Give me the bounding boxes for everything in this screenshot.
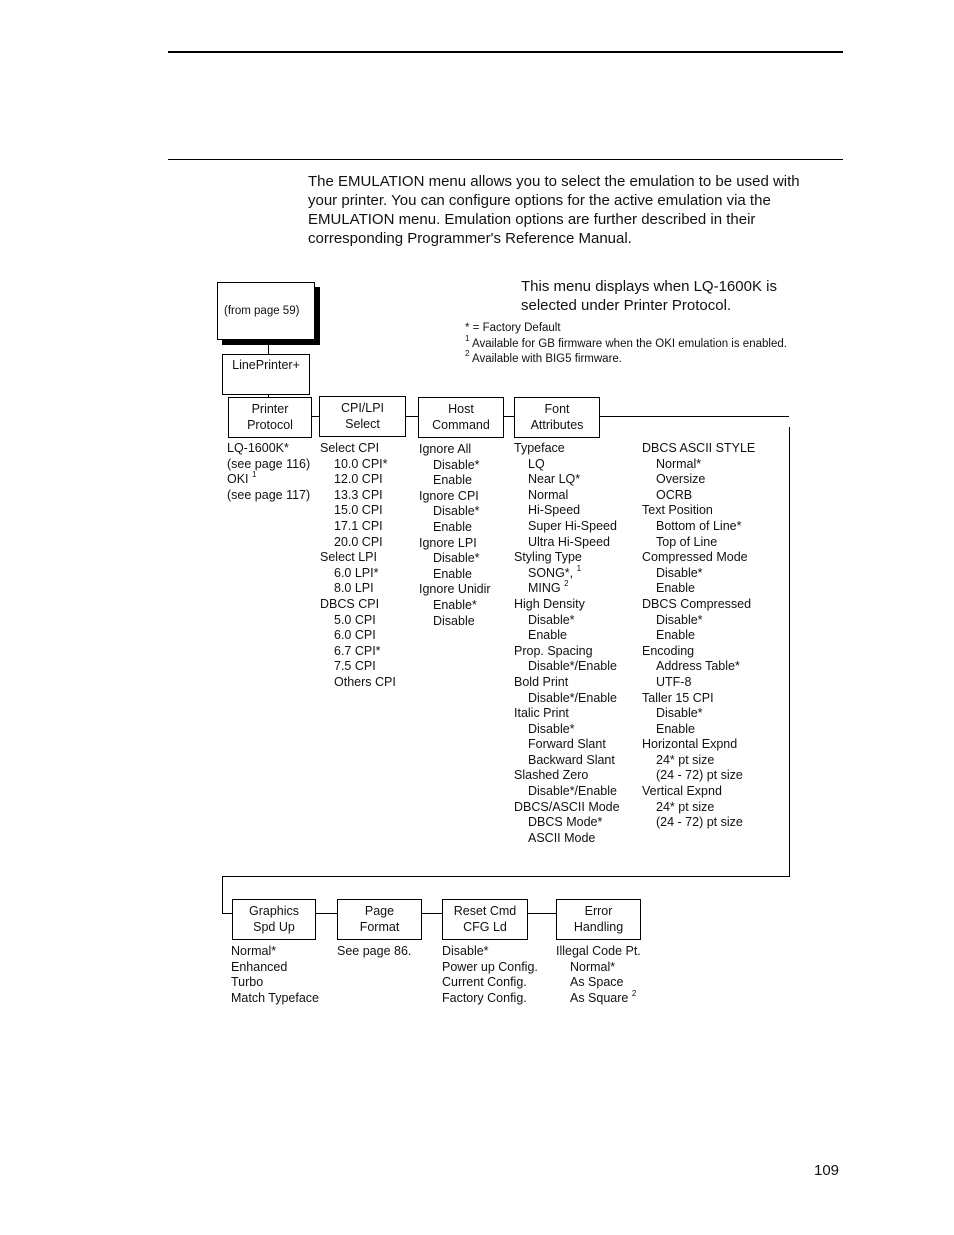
menu-option [642, 566, 755, 582]
menu-option-text: 12.0 CPI [334, 472, 383, 487]
menu-option-text: Vertical Expnd [642, 784, 722, 799]
menu-option-text: 10.0 CPI* [334, 456, 388, 471]
menu-option-text: OKI [227, 472, 249, 487]
menu-option-text: Disable*/Enable [528, 659, 617, 674]
menu-option [514, 441, 620, 457]
menu-option-text: Enable [433, 473, 472, 488]
menu-option-text: Horizontal Expnd [642, 737, 738, 752]
menu-option-text: (see page 117) [227, 487, 311, 502]
menu-option-text: Enable [656, 628, 695, 643]
menu-option [642, 613, 755, 629]
menu-option [320, 457, 396, 473]
menu-option [514, 675, 620, 691]
menu-option [514, 581, 620, 597]
graphics-spd-up-box [232, 899, 316, 940]
section-rule [168, 159, 843, 160]
menu-option [642, 535, 755, 551]
menu-option [514, 768, 620, 784]
menu-option [556, 975, 641, 991]
menu-option [320, 519, 396, 535]
menu-option-text: DBCS CPI [320, 596, 380, 611]
menu-option-text: DBCS ASCII STYLE [642, 441, 756, 455]
menu-option-text: Text Position [642, 503, 713, 518]
menu-option-text: Disable* [528, 721, 575, 736]
menu-option-text: LQ [528, 456, 545, 471]
menu-option [320, 535, 396, 551]
menu-option-text: Bottom of Line* [656, 518, 742, 533]
menu-option [514, 519, 620, 535]
menu-option-text: See page 86. [337, 944, 412, 958]
menu-option [642, 628, 755, 644]
menu-option-text: Address Table* [656, 659, 740, 674]
menu-option-text: UTF-8 [656, 674, 692, 689]
menu-option-text: DBCS Compressed [642, 596, 752, 611]
menu-option [514, 644, 620, 660]
menu-option [642, 706, 755, 722]
menu-option-text: DBCS/ASCII Mode [514, 799, 620, 814]
menu-option [320, 675, 396, 691]
footnote-marker: 2 [631, 988, 637, 998]
font-attributes-options-continued [642, 441, 755, 831]
origin-label: (from page 59) [224, 305, 300, 317]
menu-option-text: High Density [514, 596, 585, 611]
menu-option-text: Disable* [528, 612, 575, 627]
menu-option-text: Enable* [433, 597, 477, 612]
connector-origin-root [268, 340, 269, 354]
menu-option-text: LQ-1600K* [227, 441, 289, 455]
menu-option-text: 6.0 CPI [334, 628, 376, 643]
menu-option [642, 675, 755, 691]
menu-option [642, 659, 755, 675]
menu-option [419, 458, 491, 474]
menu-option-text: (24 - 72) pt size [656, 768, 743, 783]
menu-option-text: 5.0 CPI [334, 612, 376, 627]
menu-option-text: Disable* [656, 612, 703, 627]
menu-option [337, 944, 411, 960]
menu-option [320, 488, 396, 504]
menu-option [514, 488, 620, 504]
menu-option [231, 944, 319, 960]
menu-option-text: (24 - 72) pt size [656, 815, 743, 830]
menu-option [320, 550, 396, 566]
menu-option [514, 613, 620, 629]
footnote-marker: 2 [564, 579, 569, 589]
menu-option [642, 488, 755, 504]
menu-option-text: Power up Config. [442, 959, 538, 974]
menu-option-text: Super Hi-Speed [528, 518, 617, 533]
menu-option [419, 520, 491, 536]
font-attributes-options [514, 441, 620, 846]
menu-option [514, 550, 620, 566]
menu-option-text: Normal* [231, 944, 277, 958]
origin-box [217, 282, 315, 340]
menu-option-text: Italic Print [514, 706, 569, 721]
menu-option-text: Enable [656, 581, 695, 596]
menu-option [556, 960, 641, 976]
menu-option [231, 960, 319, 976]
error-handling-options [556, 944, 641, 1006]
reset-cmd-label: Reset Cmd CFG Ld [453, 904, 517, 934]
menu-option [642, 737, 755, 753]
menu-option [419, 614, 491, 630]
menu-option-text: Encoding [642, 643, 695, 658]
menu-option [442, 991, 538, 1007]
menu-option [642, 753, 755, 769]
intro-paragraph [308, 172, 828, 248]
menu-option-text: Factory Config. [442, 990, 527, 1005]
footnote-1-text: Available for GB firmware when the OKI emulation is enabled. [472, 337, 787, 350]
menu-option-text: Styling Type [514, 550, 582, 565]
menu-option-text: Current Config. [442, 975, 527, 990]
legend-footnote-2 [465, 349, 787, 368]
menu-option [419, 582, 491, 598]
root-label: LinePrinter+ [232, 358, 300, 372]
menu-option-text: Disable* [433, 551, 480, 566]
top-rule [168, 51, 843, 53]
printer-protocol-label: Printer Protocol [247, 402, 293, 432]
font-attributes-label: Font Attributes [530, 402, 584, 432]
menu-option [320, 581, 396, 597]
menu-option [320, 566, 396, 582]
menu-option-text: Ignore Unidir [419, 582, 491, 597]
menu-option [320, 659, 396, 675]
connector-left-drop [222, 876, 223, 914]
menu-option [514, 831, 620, 847]
reset-cmd-options [442, 944, 538, 1006]
menu-option [642, 597, 755, 613]
menu-option-text: Enable [433, 519, 472, 534]
menu-option [231, 975, 319, 991]
footnote-1-mark: 1 [465, 333, 470, 343]
menu-option-text: Enhanced [231, 959, 288, 974]
menu-note: This menu displays when LQ-1600K is selected under Printer Protocol. [521, 278, 777, 314]
menu-option [514, 753, 620, 769]
menu-option-text: Disable* [433, 457, 480, 472]
menu-option-text: 24* pt size [656, 752, 715, 767]
menu-option-text: Others CPI [334, 674, 396, 689]
footnote-2-text: Available with BIG5 firmware. [472, 353, 622, 365]
menu-option [419, 489, 491, 505]
page-format-box [337, 899, 422, 940]
menu-option [514, 737, 620, 753]
menu-option-text: Enable [433, 566, 472, 581]
menu-option [320, 472, 396, 488]
menu-option-text: Ignore CPI [419, 488, 479, 503]
host-command-box [418, 397, 504, 438]
legend-factory-default: * = Factory Default [465, 322, 561, 334]
menu-option-text: Forward Slant [528, 737, 606, 752]
menu-option-text: SONG*, [528, 565, 574, 580]
menu-option-text: Illegal Code Pt. [556, 944, 641, 958]
menu-option [514, 659, 620, 675]
graphics-spd-up-options [231, 944, 319, 1006]
menu-option [642, 519, 755, 535]
menu-option-text: Prop. Spacing [514, 643, 593, 658]
page-format-label: Page Format [359, 904, 400, 934]
menu-option [642, 472, 755, 488]
menu-option-text: Normal* [570, 959, 616, 974]
cpi-lpi-options [320, 441, 396, 691]
menu-option [642, 768, 755, 784]
cpi-lpi-select-label: CPI/LPI Select [340, 401, 385, 431]
menu-option-text: Taller 15 CPI [642, 690, 714, 705]
font-attributes-box [514, 397, 600, 438]
menu-option [514, 457, 620, 473]
menu-option-text: Disable* [656, 706, 703, 721]
menu-option-text: (see page 116) [227, 456, 311, 471]
error-handling-label: Error Handling [573, 904, 624, 934]
menu-option [320, 503, 396, 519]
menu-option-text: Near LQ* [528, 472, 581, 487]
page-format-options [337, 944, 411, 960]
menu-option [514, 472, 620, 488]
menu-option-text: Ignore All [419, 442, 472, 456]
menu-option [419, 442, 491, 458]
menu-option [320, 441, 396, 457]
menu-option [419, 504, 491, 520]
menu-option [514, 815, 620, 831]
menu-option [514, 784, 620, 800]
menu-option-text: Normal [528, 487, 569, 502]
page-number: 109 [814, 1162, 840, 1179]
menu-option [556, 988, 641, 1007]
menu-option [642, 722, 755, 738]
menu-option [642, 800, 755, 816]
menu-option [642, 441, 755, 457]
menu-option-text: Match Typeface [231, 990, 320, 1005]
reset-cmd-box [442, 899, 528, 940]
menu-option [642, 550, 755, 566]
menu-option [231, 991, 319, 1007]
menu-option-text: 13.3 CPI [334, 487, 383, 502]
menu-option [514, 800, 620, 816]
menu-option [227, 441, 310, 457]
menu-option-text: Compressed Mode [642, 550, 748, 565]
menu-option-text: Normal* [656, 456, 702, 471]
menu-option [320, 628, 396, 644]
menu-option-text: Hi-Speed [528, 503, 581, 518]
menu-option [442, 960, 538, 976]
footnote-marker: 1 [252, 470, 257, 480]
menu-option-text: Enable [656, 721, 695, 736]
menu-option-text: Slashed Zero [514, 768, 589, 783]
menu-option-text: OCRB [656, 487, 693, 502]
menu-option [556, 944, 641, 960]
menu-option [642, 644, 755, 660]
menu-option [514, 503, 620, 519]
printer-protocol-options [227, 441, 310, 503]
menu-option [514, 691, 620, 707]
graphics-spd-up-label: Graphics Spd Up [248, 904, 300, 934]
cpi-lpi-select-box [319, 396, 406, 437]
legend [465, 321, 787, 368]
menu-option-text: 6.7 CPI* [334, 643, 381, 658]
menu-option-text: Backward Slant [528, 752, 615, 767]
menu-option-text: 7.5 CPI [334, 659, 376, 674]
legend-footnote-1 [465, 333, 787, 353]
menu-option [419, 567, 491, 583]
menu-option-text: Enable [528, 628, 567, 643]
menu-option-text: 8.0 LPI [334, 581, 374, 596]
menu-option-text: Disable*/Enable [528, 690, 617, 705]
menu-option-text: 20.0 CPI [334, 534, 383, 549]
menu-option [419, 473, 491, 489]
menu-option [419, 551, 491, 567]
menu-option [442, 975, 538, 991]
menu-option-text: Turbo [231, 975, 264, 990]
menu-option-text: MING [528, 581, 561, 596]
menu-option [642, 503, 755, 519]
intro-text: The EMULATION menu allows you to select the emulation to be used with your printer. You can configure options for the active emulation via the EMULATION menu. Emulation options are further described in their corresponding Programmer's Reference Manual. [308, 173, 800, 247]
menu-option [227, 457, 310, 473]
menu-option [642, 784, 755, 800]
menu-option [514, 722, 620, 738]
error-handling-box [556, 899, 641, 940]
printer-protocol-box [228, 397, 312, 438]
menu-option-text: Top of Line [656, 534, 718, 549]
footnote-marker: 1 [576, 563, 582, 573]
menu-option [419, 598, 491, 614]
menu-option-text: Disable* [433, 504, 480, 519]
menu-option-text: ASCII Mode [528, 830, 596, 845]
host-command-label: Host Command [432, 402, 490, 432]
menu-option [642, 581, 755, 597]
menu-option-text: Select LPI [320, 550, 377, 565]
menu-option [320, 597, 396, 613]
host-command-options [419, 442, 491, 629]
menu-option [514, 706, 620, 722]
menu-option-text: Disable* [442, 944, 489, 958]
menu-option-text: Typeface [514, 441, 565, 455]
menu-option-text: Disable* [656, 565, 703, 580]
menu-option-text: Select CPI [320, 441, 380, 455]
menu-option [227, 488, 310, 504]
menu-option-text: Ultra Hi-Speed [528, 534, 610, 549]
menu-option [514, 597, 620, 613]
root-box [222, 354, 310, 395]
menu-option [227, 472, 310, 488]
menu-option-text: 15.0 CPI [334, 503, 383, 518]
footnote-2-mark: 2 [465, 349, 470, 359]
connector-right-riser [789, 427, 790, 877]
menu-option-text: Disable*/Enable [528, 784, 617, 799]
menu-option-text: DBCS Mode* [528, 815, 603, 830]
menu-option [642, 815, 755, 831]
menu-option [514, 535, 620, 551]
menu-option-text: Disable [433, 613, 475, 628]
menu-option [419, 536, 491, 552]
menu-option-text: 24* pt size [656, 799, 715, 814]
menu-option-text: Ignore LPI [419, 535, 477, 550]
menu-option [514, 628, 620, 644]
menu-option-text: Bold Print [514, 674, 569, 689]
menu-option-text: As Space [570, 975, 624, 990]
connector-return-row [222, 876, 790, 877]
menu-option [642, 457, 755, 473]
menu-option [320, 613, 396, 629]
menu-option [442, 944, 538, 960]
menu-option [642, 691, 755, 707]
menu-option-text: 6.0 LPI* [334, 565, 379, 580]
menu-option-text: As Square [570, 990, 629, 1005]
menu-option [320, 644, 396, 660]
menu-option-text: Oversize [656, 472, 706, 487]
menu-option-text: 17.1 CPI [334, 518, 383, 533]
